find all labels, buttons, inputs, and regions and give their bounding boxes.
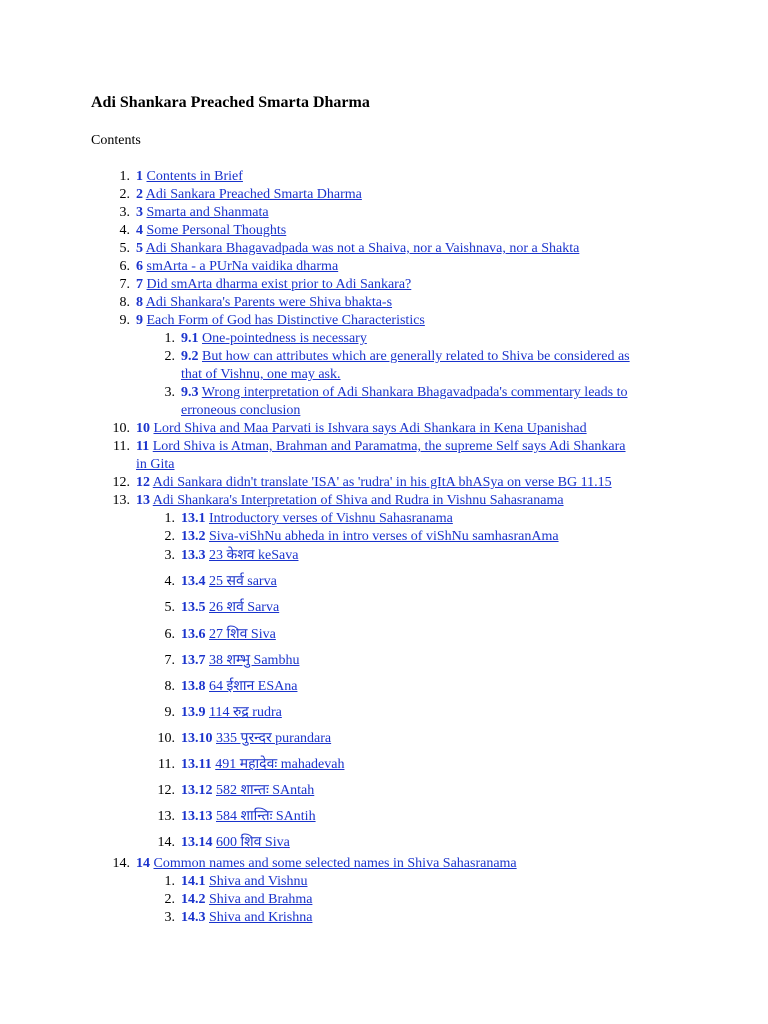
list-marker: 7.	[164, 653, 175, 668]
section-number: 11	[136, 439, 150, 454]
toc-link[interactable]: Did smArta dharma exist prior to Adi Sankara?	[146, 277, 412, 292]
section-number: 9	[136, 313, 143, 328]
list-marker: 11.	[158, 757, 175, 772]
toc-link[interactable]: 582 शान्तः SAntah	[216, 783, 315, 798]
toc-link[interactable]: Smarta and Shanmata	[146, 205, 269, 220]
toc-link-continuation[interactable]: that of Vishnu, one may ask.	[181, 367, 341, 382]
section-number: 14.3	[181, 910, 206, 925]
toc-link[interactable]: Shiva and Vishnu	[209, 874, 308, 889]
section-number: 13.8	[181, 679, 206, 694]
list-marker: 5.	[164, 600, 175, 615]
toc-link[interactable]: Shiva and Brahma	[209, 892, 313, 907]
list-marker: 2.	[164, 529, 175, 544]
section-number: 8	[136, 295, 143, 310]
list-marker: 3.	[164, 385, 175, 400]
section-number: 13.11	[181, 757, 212, 772]
toc-link[interactable]: Adi Shankara's Interpretation of Shiva and Rudra in Vishnu Sahasranama	[152, 493, 564, 508]
list-marker: 1.	[164, 331, 175, 346]
section-number: 14.1	[181, 874, 206, 889]
section-number: 13.4	[181, 574, 206, 589]
section-number: 10	[136, 421, 150, 436]
section-number: 9.2	[181, 349, 199, 364]
toc-link[interactable]: 335 पुरन्दर purandara	[216, 731, 332, 746]
section-number: 3	[136, 205, 143, 220]
toc-link[interactable]: 114 रुद्र rudra	[209, 705, 282, 720]
toc-link[interactable]: Lord Shiva and Maa Parvati is Ishvara says Adi Shankara in Kena Upanishad	[153, 421, 587, 436]
section-number: 13.2	[181, 529, 206, 544]
toc-link[interactable]: 600 शिव Siva	[216, 835, 290, 850]
list-marker: 8.	[119, 295, 130, 310]
toc-link[interactable]: Adi Shankara Bhagavadpada was not a Shaiva, nor a Vaishnava, nor a Shakta	[145, 241, 580, 256]
list-marker: 5.	[119, 241, 130, 256]
list-marker: 10.	[112, 421, 130, 436]
toc-link[interactable]: 26 शर्व Sarva	[209, 600, 280, 615]
section-number: 13	[136, 493, 150, 508]
list-marker: 2.	[119, 187, 130, 202]
list-marker: 6.	[119, 259, 130, 274]
list-marker: 7.	[119, 277, 130, 292]
section-number: 14	[136, 856, 150, 871]
list-marker: 2.	[164, 349, 175, 364]
section-number: 13.1	[181, 511, 206, 526]
toc-link-continuation[interactable]: in Gita	[136, 457, 175, 472]
section-number: 13.9	[181, 705, 206, 720]
toc-link[interactable]: Some Personal Thoughts	[146, 223, 287, 238]
section-number: 13.12	[181, 783, 213, 798]
list-marker: 4.	[119, 223, 130, 238]
list-marker: 13.	[157, 809, 175, 824]
toc-link[interactable]: Each Form of God has Distinctive Characteristics	[146, 313, 425, 328]
toc-link[interactable]: One-pointedness is necessary	[202, 331, 367, 346]
section-number: 13.5	[181, 600, 206, 615]
list-marker: 13.	[112, 493, 130, 508]
toc-link[interactable]: 64 ईशान ESAna	[209, 679, 298, 694]
toc-link[interactable]: Lord Shiva is Atman, Brahman and Paramatma, the supreme Self says Adi Shankara	[152, 439, 626, 454]
document-title: Adi Shankara Preached Smarta Dharma	[91, 94, 370, 111]
toc-link[interactable]: 25 सर्व sarva	[209, 574, 277, 589]
list-marker: 3.	[164, 910, 175, 925]
toc-link[interactable]: 23 केशव keSava	[209, 548, 299, 563]
section-number: 13.6	[181, 627, 206, 642]
toc-link[interactable]: Introductory verses of Vishnu Sahasranama	[209, 511, 453, 526]
list-marker: 12.	[157, 783, 175, 798]
toc-link[interactable]: Shiva and Krishna	[209, 910, 313, 925]
toc-link[interactable]: 27 शिव Siva	[209, 627, 276, 642]
toc-link[interactable]: Wrong interpretation of Adi Shankara Bhagavadpada's commentary leads to	[201, 385, 628, 400]
section-number: 9.3	[181, 385, 199, 400]
toc-link[interactable]: But how can attributes which are generally related to Shiva be considered as	[202, 349, 630, 364]
section-number: 5	[136, 241, 143, 256]
section-number: 13.10	[181, 731, 213, 746]
toc-link[interactable]: 584 शान्तिः SAntih	[216, 809, 316, 824]
toc-link[interactable]: smArta - a PUrNa vaidika dharma	[146, 259, 339, 274]
section-number: 12	[136, 475, 150, 490]
list-marker: 1.	[164, 874, 175, 889]
contents-heading: Contents	[91, 133, 141, 148]
section-number: 2	[136, 187, 143, 202]
list-marker: 9.	[119, 313, 130, 328]
section-number: 13.3	[181, 548, 206, 563]
toc-link[interactable]: Common names and some selected names in Shiva Sahasranama	[153, 856, 517, 871]
list-marker: 2.	[164, 892, 175, 907]
list-marker: 9.	[164, 705, 175, 720]
list-marker: 1.	[119, 169, 130, 184]
list-marker: 11.	[113, 439, 130, 454]
list-marker: 8.	[164, 679, 175, 694]
list-marker: 12.	[112, 475, 130, 490]
section-number: 13.7	[181, 653, 206, 668]
section-number: 9.1	[181, 331, 199, 346]
section-number: 4	[136, 223, 143, 238]
toc-link[interactable]: Adi Sankara Preached Smarta Dharma	[145, 187, 362, 202]
list-marker: 6.	[164, 627, 175, 642]
list-marker: 14.	[112, 856, 130, 871]
toc-link[interactable]: Contents in Brief	[146, 169, 243, 184]
toc-link-continuation[interactable]: erroneous conclusion	[181, 403, 301, 418]
section-number: 14.2	[181, 892, 206, 907]
section-number: 6	[136, 259, 143, 274]
list-marker: 3.	[119, 205, 130, 220]
toc-link[interactable]: Adi Shankara's Parents were Shiva bhakta-s	[145, 295, 393, 310]
section-number: 13.13	[181, 809, 213, 824]
list-marker: 4.	[164, 574, 175, 589]
section-number: 13.14	[181, 835, 213, 850]
list-marker: 14.	[157, 835, 175, 850]
section-number: 1	[136, 169, 143, 184]
list-marker: 10.	[157, 731, 175, 746]
toc-link[interactable]: 38 शम्भु Sambhu	[209, 653, 300, 668]
list-marker: 1.	[164, 511, 175, 526]
toc-link[interactable]: Siva-viShNu abheda in intro verses of viShNu samhasranAma	[209, 529, 559, 544]
toc-link[interactable]: 491 महादेवः mahadevah	[215, 757, 345, 772]
list-marker: 3.	[164, 548, 175, 563]
section-number: 7	[136, 277, 143, 292]
toc-link[interactable]: Adi Sankara didn't translate 'ISA' as 'rudra' in his gItA bhASya on verse BG 11.15	[152, 475, 612, 490]
